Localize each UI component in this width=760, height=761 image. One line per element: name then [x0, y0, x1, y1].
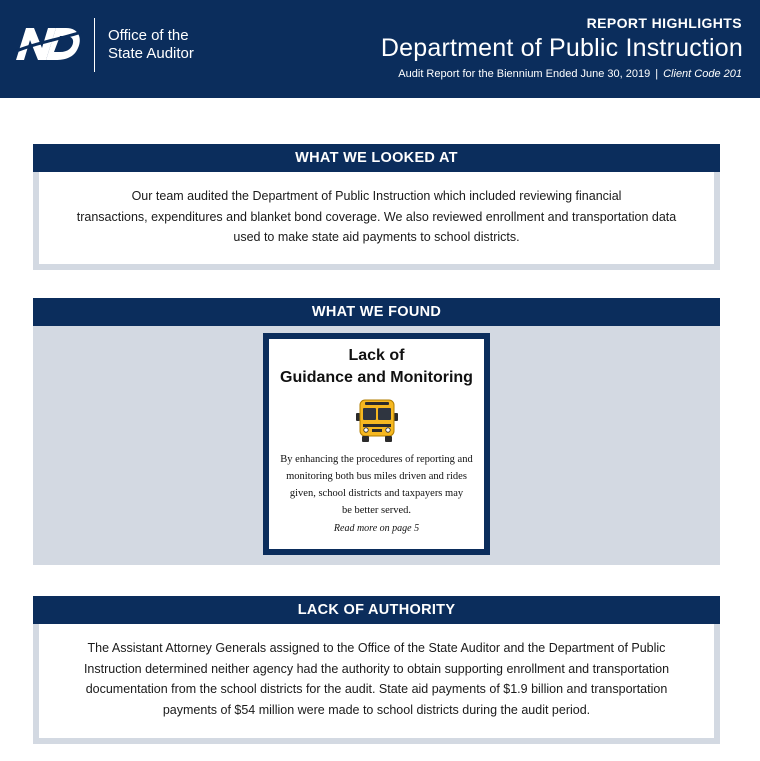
finding-text-line: monitoring both bus miles driven and rides: [286, 471, 467, 482]
finding-title-line-1: Lack of: [348, 347, 405, 364]
section-heading: WHAT WE LOOKED AT: [33, 144, 720, 172]
client-code: Client Code 201: [663, 68, 742, 80]
finding-title: [269, 345, 484, 389]
north-dakota-logo-icon: [12, 18, 84, 68]
body-line: Our team audited the Department of Public Instruction which included reviewing financial: [131, 189, 622, 203]
finding-card: [263, 333, 490, 555]
logo-divider: [94, 18, 95, 72]
report-subtitle: [398, 68, 742, 80]
office-line-2: State Auditor: [108, 45, 194, 62]
subtitle-separator: |: [655, 68, 659, 80]
page-title: Department of Public Instruction: [380, 34, 743, 62]
section-body: [39, 172, 714, 264]
report-kicker: REPORT HIGHLIGHTS: [586, 15, 742, 31]
finding-title-line-2: Guidance and Monitoring: [280, 369, 473, 386]
lack-of-authority-section: [33, 596, 720, 744]
body-line: The Assistant Attorney Generals assigned to the Office of the State Auditor and the Department of Public: [87, 641, 666, 655]
section-frame: [33, 172, 720, 270]
section-frame: [33, 624, 720, 744]
section-body: [39, 624, 714, 738]
body-line: transactions, expenditures and blanket bond coverage. We also reviewed enrollment and transportation data: [76, 209, 677, 224]
what-we-looked-at-section: [33, 144, 720, 270]
finding-text-line: given, school districts and taxpayers may: [289, 488, 464, 499]
section-heading: LACK OF AUTHORITY: [33, 596, 720, 624]
finding-text-line: be better served.: [341, 505, 412, 516]
what-we-found-section: [33, 298, 720, 565]
body-line: documentation from the school districts for the audit. State aid payments of $1.9 billion and transportation: [85, 682, 668, 696]
findings-area: [33, 326, 720, 565]
office-name: [108, 27, 194, 63]
section-heading: WHAT WE FOUND: [33, 298, 720, 326]
read-more-note: Read more on page 5: [333, 523, 420, 534]
body-line: used to make state aid payments to school districts.: [233, 230, 520, 244]
audit-period: Audit Report for the Biennium Ended June 30, 2019: [398, 68, 651, 80]
body-line: Instruction determined neither agency had the authority to obtain supporting enrollment and transportation: [83, 661, 670, 676]
finding-text: [269, 451, 484, 519]
report-header: [0, 0, 760, 98]
school-bus-icon: [353, 397, 401, 445]
office-line-1: Office of the: [108, 27, 189, 44]
body-line: payments of $54 million were made to school districts during the audit period.: [162, 702, 591, 717]
finding-text-line: By enhancing the procedures of reporting and: [280, 454, 473, 465]
